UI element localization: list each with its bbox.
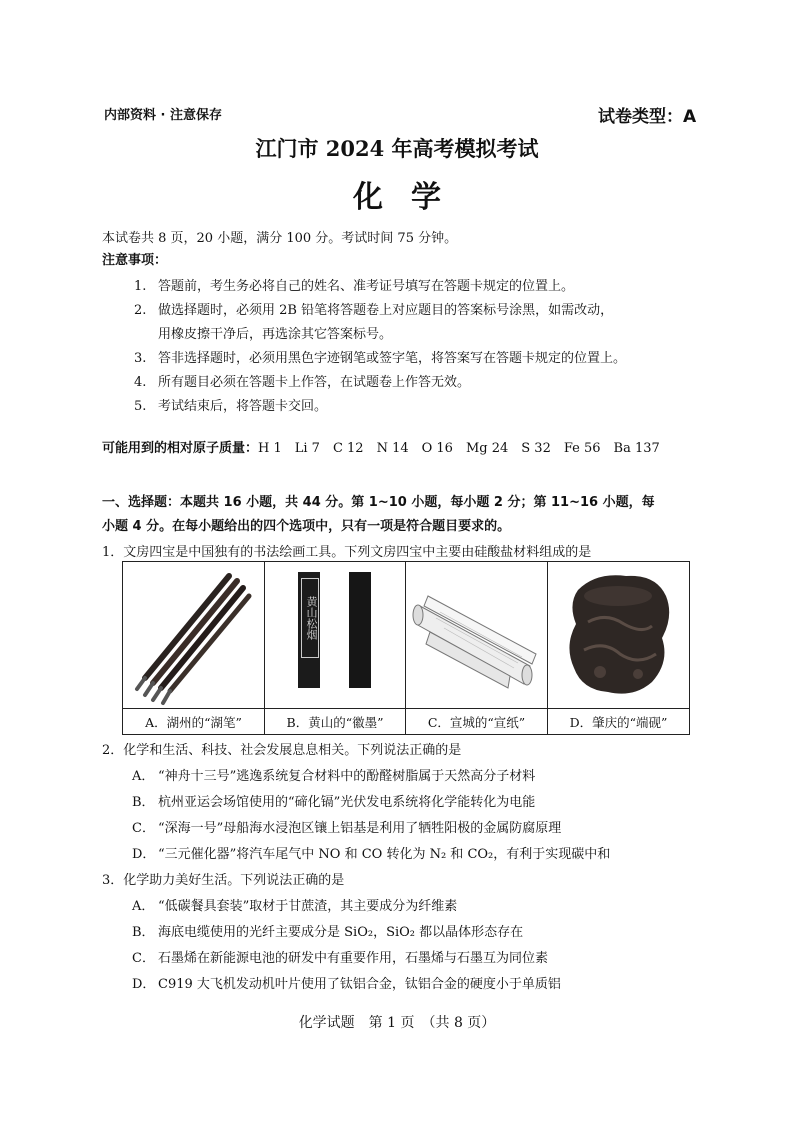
answer-option — [132, 843, 610, 862]
confidential-note: 内部资料 · 注意保存 — [104, 108, 222, 123]
option-text: C919 大飞机发动机叶片使用了钛铝合金，钛铝合金的硬度小于单质铝 — [158, 977, 561, 992]
section-instructions-line1: 一、选择题：本题共 16 小题，共 44 分。第 1~10 小题，每小题 2 分；第 11~16 小题，每 — [102, 495, 655, 510]
notice-text: 所有题目必须在答题卡上作答，在试题卷上作答无效。 — [158, 375, 471, 390]
image-caption: B．黄山的“徽墨” — [286, 714, 384, 730]
question-image-grid — [122, 561, 690, 735]
option-text: “深海一号”母船海水浸泡区镶上铝基是利用了牺牲阳极的金属防腐原理 — [158, 821, 562, 836]
option-label: A． — [132, 769, 155, 784]
notice-item — [134, 275, 574, 294]
notice-text: 做选择题时，必须用 2B 铅笔将答题卷上对应题目的答案标号涂黑，如需改动， — [158, 303, 614, 318]
question-stem: 1．文房四宝是中国独有的书法绘画工具。下列文房四宝中主要由硅酸盐材料组成的是 — [102, 545, 592, 560]
notice-number: 4. — [134, 375, 147, 390]
atomic-masses — [102, 437, 660, 456]
exam-title: 江门市 2024 年高考模拟考试 — [255, 136, 539, 161]
notice-text: 答非选择题时，必须用黑色字迹钢笔或签字笔，将答案写在答题卡规定的位置上。 — [158, 351, 627, 366]
image-caption: A．湖州的“湖笔” — [145, 714, 242, 730]
notice-number: 5. — [134, 399, 147, 414]
image-option-d — [548, 562, 689, 734]
notice-text: 答题前，考生务必将自己的姓名、准考证号填写在答题卡规定的位置上。 — [158, 279, 575, 294]
option-label: B． — [132, 925, 155, 940]
notice-number: 1. — [134, 279, 147, 294]
ink-stick-left — [298, 572, 320, 688]
option-text: 石墨烯在新能源电池的研发中有重要作用，石墨烯与石墨互为同位素 — [158, 951, 549, 966]
option-text: “三元催化器”将汽车尾气中 NO 和 CO 转化为 N₂ 和 CO₂，有利于实现碳中和 — [158, 847, 611, 862]
option-label: D． — [132, 977, 156, 992]
notice-item — [134, 395, 327, 414]
notice-item — [134, 371, 470, 390]
paper-type: 试卷类型：A — [598, 107, 697, 127]
notice-item — [134, 299, 613, 318]
writing-brushes-image — [123, 562, 264, 709]
subject-title: 化学 — [353, 180, 469, 215]
ink-stick-label: 黄山松烟 — [301, 578, 319, 658]
exam-intro: 本试卷共 8 页，20 小题，满分 100 分。考试时间 75 分钟。 — [102, 231, 458, 246]
answer-option — [132, 921, 523, 940]
option-label: A． — [132, 899, 155, 914]
image-caption: D．肇庆的“端砚” — [569, 714, 668, 730]
answer-option — [132, 791, 535, 810]
atomic-masses-label: 可能用到的相对原子质量： — [102, 441, 259, 456]
notice-text: 用橡皮擦干净后，再选涂其它答案标号。 — [158, 327, 393, 342]
notice-number: 2. — [134, 303, 147, 318]
option-text: 海底电缆使用的光纤主要成分是 SiO₂，SiO₂ 都以晶体形态存在 — [158, 925, 524, 940]
option-label: D． — [132, 847, 156, 862]
answer-option — [132, 765, 535, 784]
option-label: B． — [132, 795, 155, 810]
answer-option — [132, 817, 561, 836]
notice-text: 考试结束后，将答题卡交回。 — [158, 399, 328, 414]
option-label: C． — [132, 951, 155, 966]
page-footer: 化学试题 第 1 页 （共 8 页） — [298, 1015, 496, 1031]
notice-number: 3. — [134, 351, 147, 366]
xuan-paper-image — [406, 562, 547, 709]
inkstone-image — [548, 562, 689, 709]
notice-item — [134, 347, 626, 366]
answer-option — [132, 973, 561, 992]
image-option-b — [265, 562, 406, 734]
section-instructions-line2: 小题 4 分。在每小题给出的四个选项中，只有一项是符合题目要求的。 — [102, 519, 511, 534]
image-caption: C．宣城的“宣纸” — [427, 714, 526, 730]
notice-title: 注意事项： — [102, 253, 168, 268]
question-stem: 2．化学和生活、科技、社会发展息息相关。下列说法正确的是 — [102, 743, 462, 758]
option-text: “神舟十三号”逃逸系统复合材料中的酚醛树脂属于天然高分子材料 — [158, 769, 536, 784]
notice-item — [134, 323, 392, 342]
option-label: C． — [132, 821, 155, 836]
atomic-masses-values: H 1 Li 7 C 12 N 14 O 16 Mg 24 S 32 Fe 56 Ba 137 — [258, 441, 660, 456]
ink-sticks-image — [265, 562, 405, 709]
option-text: “低碳餐具套装”取材于甘蔗渣，其主要成分为纤维素 — [158, 899, 458, 914]
ink-stick-right — [349, 572, 371, 688]
answer-option — [132, 895, 457, 914]
image-option-c — [406, 562, 548, 734]
answer-option — [132, 947, 548, 966]
option-text: 杭州亚运会场馆使用的“碲化镉”光伏发电系统将化学能转化为电能 — [158, 795, 536, 810]
question-stem: 3．化学助力美好生活。下列说法正确的是 — [102, 873, 345, 888]
image-option-a — [123, 562, 265, 734]
